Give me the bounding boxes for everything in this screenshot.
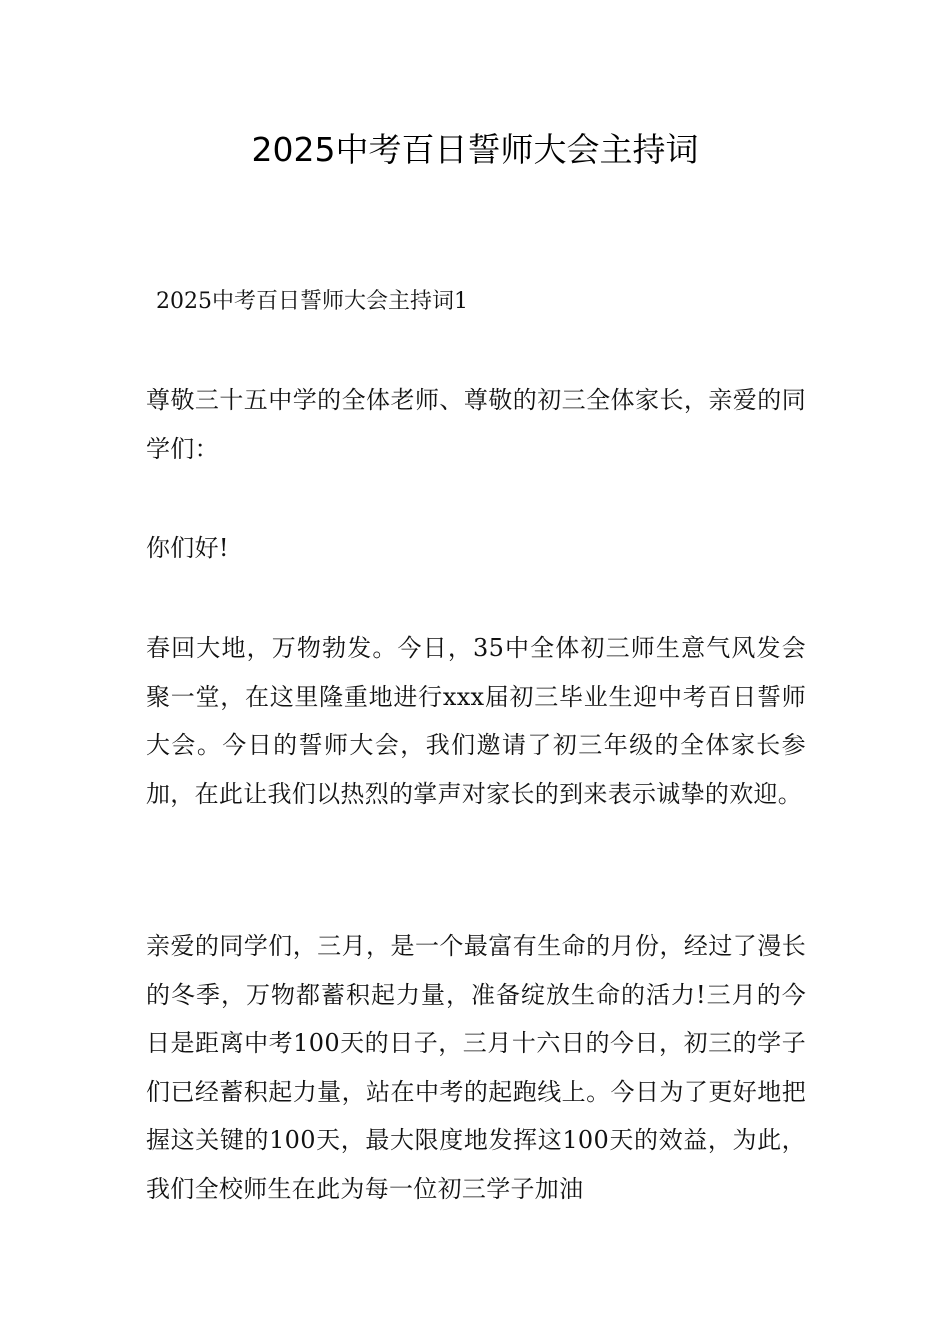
document-title: 2025中考百日誓师大会主持词 — [251, 130, 699, 169]
paragraph-hello: 你们好! — [146, 534, 229, 562]
paragraph-opening: 春回大地，万物勃发。今日，35中全体初三师生意气风发会聚一堂，在这里隆重地进行xxx届初三毕业生迎中考百日誓师大会。今日的誓师大会，我们邀请了初三年级的全体家长参加，在此让我们以热烈的掌声对家长的到来表示诚挚的欢迎。 — [146, 634, 806, 808]
paragraph-march: 亲爱的同学们，三月，是一个最富有生命的月份，经过了漫长的冬季，万物都蓄积起力量，准备绽放生命的活力!三月的今日是距离中考100天的日子，三月十六日的今日，初三的学子们已经蓄积起力量，站在中考的起跑线上。今日为了更好地把握这关键的100天，最大限度地发挥这100天的效益，为此，我们全校师生在此为每一位初三学子加油 — [146, 932, 806, 1203]
section-heading: 2025中考百日誓师大会主持词1 — [156, 289, 468, 314]
paragraph-greeting: 尊敬三十五中学的全体老师、尊敬的初三全体家长，亲爱的同学们： — [146, 386, 806, 463]
